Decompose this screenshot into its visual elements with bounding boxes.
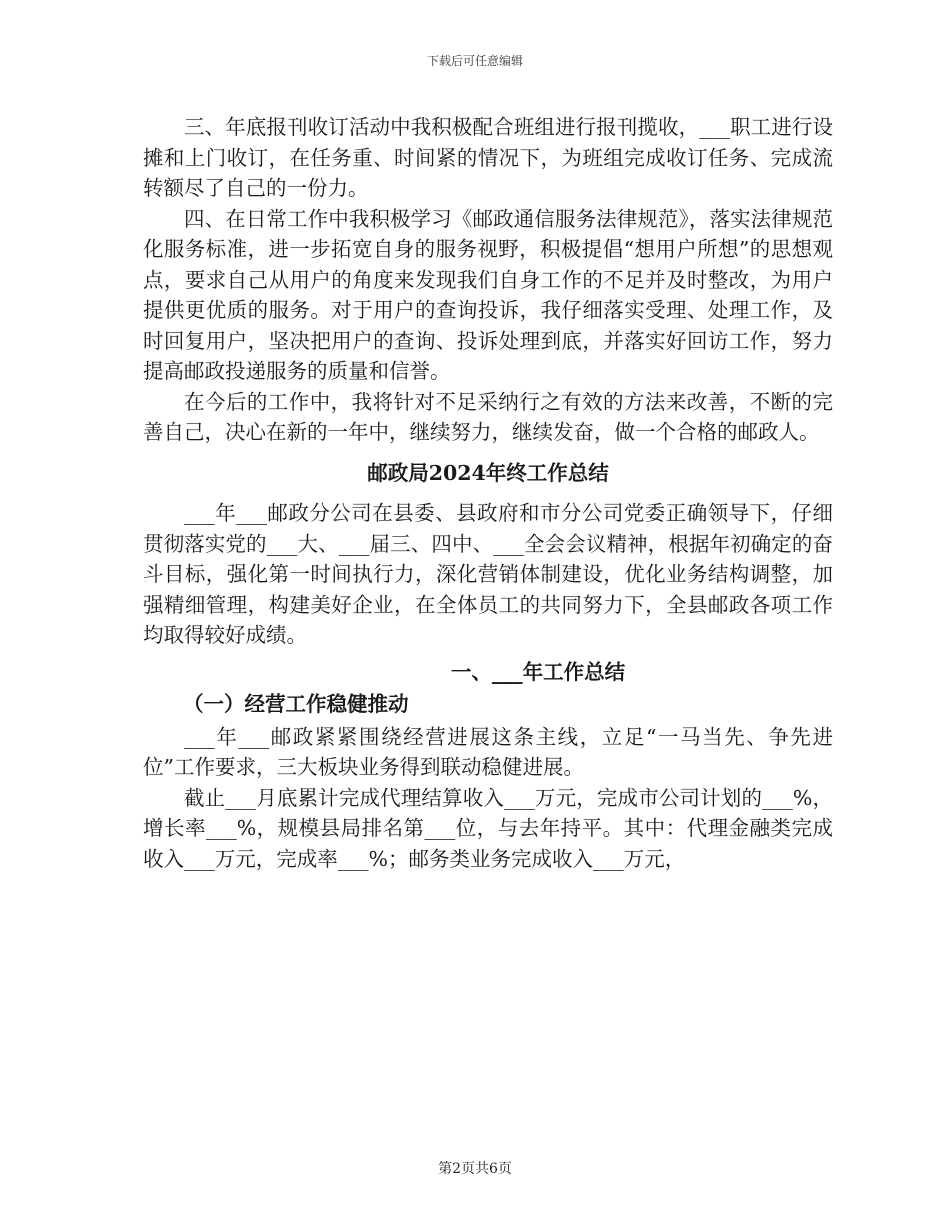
page-header-note: 下载后可任意编辑: [426, 54, 523, 68]
document-title: 邮政局2024年终工作总结: [367, 460, 609, 485]
paragraph: 在今后的工作中，我将针对不足采纳行之有效的方法来改善，不断的完善自己，决心在新的一年中，继续努力，继续发奋，做一个合格的邮政人。: [143, 389, 833, 444]
paragraph: 三、年底报刊收订活动中我积极配合班组进行报刊揽收，___职工进行设摊和上门收订，在任务重、时间紧的情况下，为班组完成收订任务、完成流转额尽了自己的一份力。: [143, 115, 833, 200]
paragraph: 截止___月底累计完成代理结算收入___万元，完成市公司计划的___%，增长率___%，规模县局排名第___位，与去年持平。其中：代理金融类完成收入___万元，完成率___%；邮务类业务完成收入___万元，: [143, 785, 833, 871]
section-heading: 一、___年工作总结: [450, 659, 626, 684]
paragraph: 四、在日常工作中我积极学习《邮政通信服务法律规范》，落实法律规范化服务标准，进一步拓宽自身的服务视野，积极提倡“想用户所想”的思想观点，要求自己从用户的角度来发现我们自身工作的不足并及时整改，为用户提供更优质的服务。对于用户的查询投诉，我仔细落实受理、处理工作，及时回复用户，坚决把用户的查询、投诉处理到底，并落实好回访工作，努力提高邮政投递服务的质量和信誉。: [143, 206, 833, 383]
paragraph: ___年___邮政紧紧围绕经营进展这条主线，立足“一马当先、争先进位”工作要求，三大板块业务得到联动稳健进展。: [143, 724, 833, 779]
page-number: 第2页共6页: [438, 1161, 512, 1177]
paragraph: ___年___邮政分公司在县委、县政府和市分公司党委正确领导下，仔细贯彻落实党的___大、___届三、四中、___全会会议精神，根据年初确定的奋斗目标，强化第一时间执行力，深化营销体制建设，优化业务结构调整，加强精细管理，构建美好企业，在全体员工的共同努力下，全县邮政各项工作均取得较好成绩。: [143, 501, 833, 647]
document-body: [143, 112, 833, 874]
subsection-heading: （一）经营工作稳健推动: [183, 692, 409, 716]
